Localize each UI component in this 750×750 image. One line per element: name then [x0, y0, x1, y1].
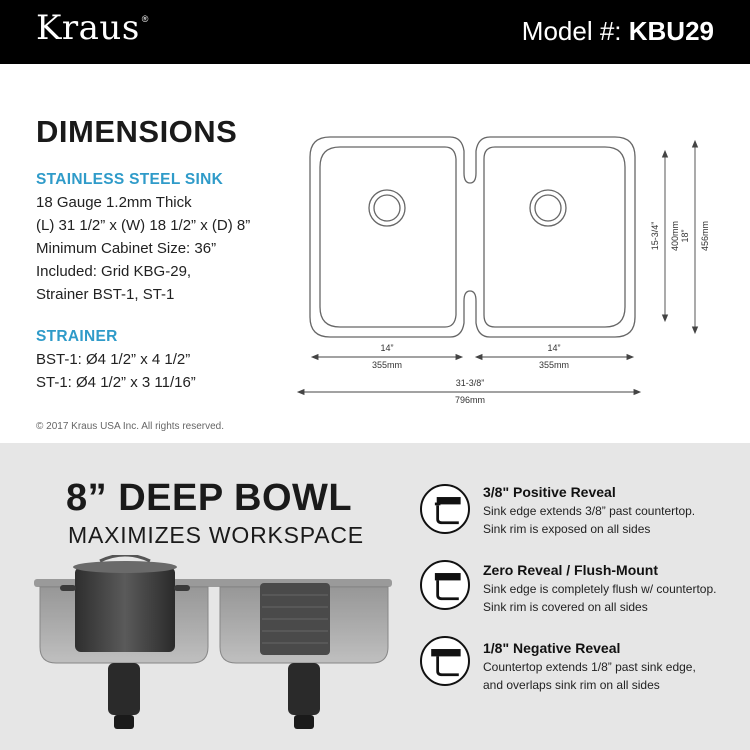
- sink-spec-line: Minimum Cabinet Size: 36”: [36, 240, 217, 257]
- negative-reveal-icon: [420, 636, 470, 686]
- header-bar: [0, 0, 750, 64]
- reveal-text: Sink rim is exposed on all sides: [483, 522, 651, 536]
- reveal-heading: 1/8" Negative Reveal: [483, 640, 621, 656]
- overall-width-in: 31-3/8”: [455, 378, 485, 388]
- positive-reveal-icon: [420, 484, 470, 534]
- bowl-depth-mm: 400mm: [670, 220, 680, 252]
- sink-spec-line: Included: Grid KBG-29,: [36, 263, 192, 280]
- right-drain-inner: [535, 195, 561, 221]
- model-label: Model #:: [521, 16, 622, 46]
- sink-spec-line: (L) 31 1/2” x (W) 18 1/2” x (D) 8”: [36, 217, 251, 234]
- overall-depth-mm: 456mm: [700, 220, 710, 252]
- strainer-heading: STRAINER: [36, 328, 118, 345]
- dimensions-title: DIMENSIONS: [36, 114, 238, 149]
- sink-spec-line: Strainer BST-1, ST-1: [36, 286, 175, 303]
- right-drain-cap: [294, 715, 314, 729]
- left-drain-cap: [114, 715, 134, 729]
- overall-depth-in: 18”: [680, 229, 690, 243]
- left-bowl-width-mm: 355mm: [371, 360, 403, 370]
- reveal-heading: 3/8" Positive Reveal: [483, 484, 616, 500]
- strainer-spec-line: ST-1: Ø4 1/2” x 3 11/16”: [36, 374, 196, 391]
- reveal-text: Countertop extends 1/8” past sink edge,: [483, 660, 696, 674]
- right-bowl-width-mm: 355mm: [538, 360, 570, 370]
- copyright-text: © 2017 Kraus USA Inc. All rights reserved.: [36, 421, 225, 432]
- reveal-text: Sink rim is covered on all sides: [483, 600, 648, 614]
- reveal-text: Sink edge is completely flush w/ countertop.: [483, 582, 717, 596]
- deep-bowl-title: 8” DEEP BOWL: [66, 477, 353, 519]
- model-number: [522, 16, 714, 47]
- brand-name: Kraus: [36, 8, 140, 48]
- sink-cutaway-illustration: [30, 555, 400, 750]
- right-bowl-width-in: 14”: [547, 343, 561, 353]
- strainer-spec-line: BST-1: Ø4 1/2” x 4 1/2”: [36, 351, 191, 368]
- deep-bowl-subtitle: MAXIMIZES WORKSPACE: [68, 522, 364, 548]
- right-drain-pipe: [288, 663, 320, 715]
- left-bowl-width-in: 14”: [380, 343, 394, 353]
- trademark: ®: [141, 14, 149, 24]
- reveal-heading: Zero Reveal / Flush-Mount: [483, 562, 659, 578]
- bowl-depth-in: 15-3/4”: [650, 221, 660, 251]
- left-drain-inner: [374, 195, 400, 221]
- right-bowl-outline: [484, 147, 625, 327]
- model-value: KBU29: [628, 16, 714, 46]
- reveal-text: Sink edge extends 3/8” past countertop.: [483, 504, 696, 518]
- brand-logo: [36, 8, 149, 48]
- sink-spec-line: 18 Gauge 1.2mm Thick: [36, 194, 192, 211]
- overall-width-mm: 796mm: [454, 395, 486, 405]
- reveal-text: and overlaps sink rim on all sides: [483, 678, 660, 692]
- stock-pot: [60, 555, 190, 652]
- left-bowl-outline: [320, 147, 456, 327]
- sink-dimension-diagram: [290, 125, 720, 415]
- sink-heading: STAINLESS STEEL SINK: [36, 171, 224, 188]
- sink-outer-outline: [310, 137, 635, 337]
- zero-reveal-icon: [420, 560, 470, 610]
- left-drain-pipe: [108, 663, 140, 715]
- stacked-plates: [260, 583, 330, 655]
